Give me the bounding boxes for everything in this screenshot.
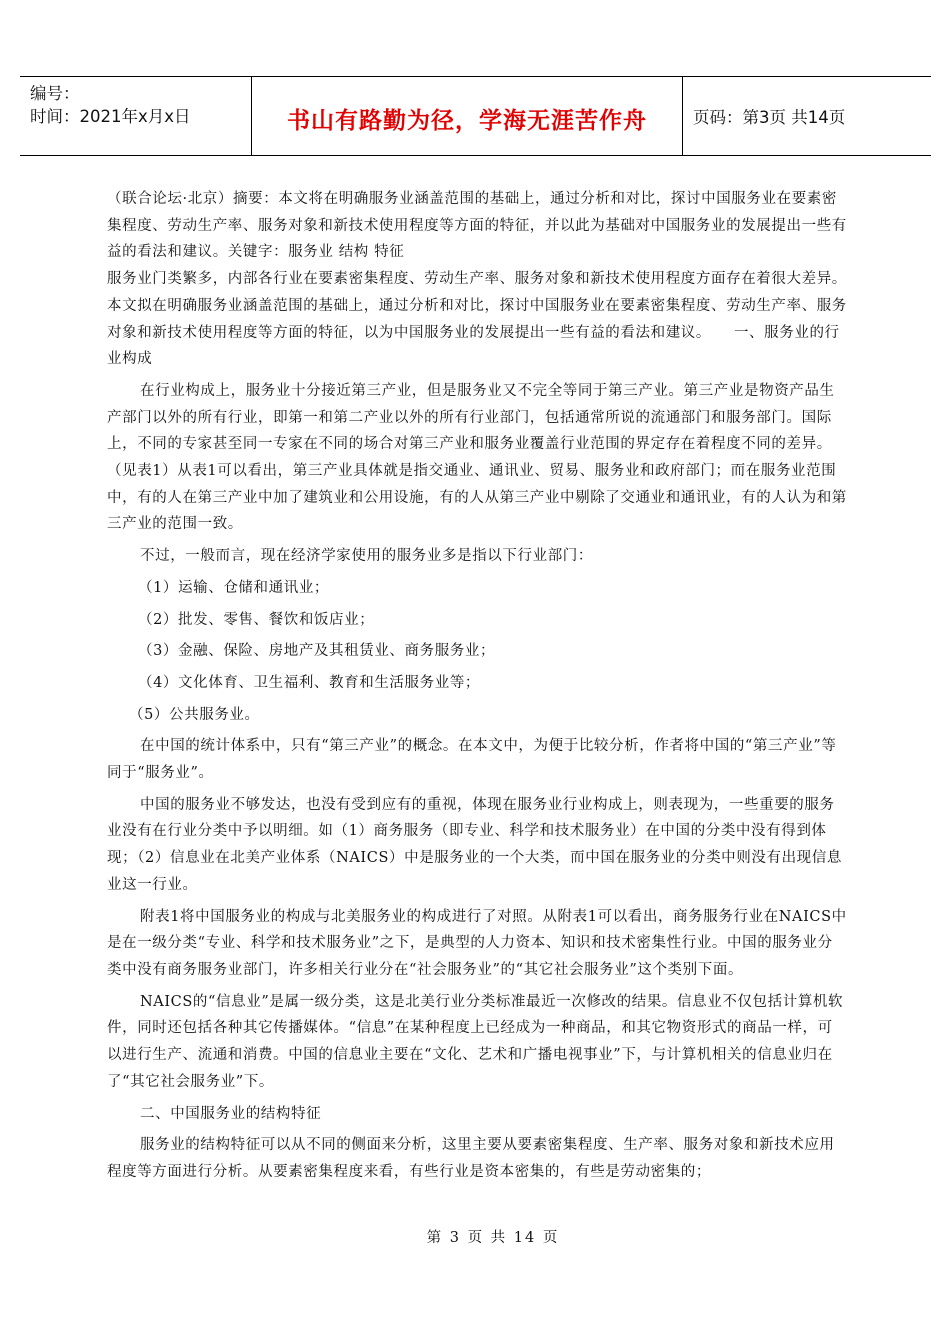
body-paragraph: 在中国的统计体系中，只有“第三产业”的概念。在本文中，为便于比较分析，作者将中国的“第三产业”等同于“服务业”。 bbox=[107, 738, 837, 782]
list-item: （4）文化体育、卫生福利、教育和生活服务业等； bbox=[138, 674, 481, 691]
header-motto-cell bbox=[252, 77, 683, 155]
list-item: （5）公共服务业。 bbox=[129, 706, 260, 723]
section-heading: 二、中国服务业的结构特征 bbox=[140, 1105, 322, 1122]
list-item: （1）运输、仓储和通讯业； bbox=[138, 579, 330, 596]
body-paragraph: 不过，一般而言，现在经济学家使用的服务业多是指以下行业部门： bbox=[140, 548, 593, 565]
header-page-cell bbox=[683, 77, 931, 155]
page-footer: 第 3 页 共 14 页 bbox=[426, 1230, 560, 1246]
header-time: 时间：2021年x月x日 bbox=[30, 107, 191, 126]
document-header bbox=[20, 76, 931, 156]
header-number: 编号： bbox=[30, 84, 80, 103]
document-body bbox=[107, 186, 847, 1186]
body-paragraph: 中国的服务业不够发达，也没有受到应有的重视，体现在服务业行业构成上，则表现为，一些重要的服务业没有在行业分类中予以明细。如（1）商务服务（即专业、科学和技术服务业）在中国的分类中没有得到体现；（2）信息业在北美产业体系（NAICS）中是服务业的一个大类，而中国在服务业的分类中则没有出现信息业这一行业。 bbox=[107, 796, 842, 893]
header-meta-cell bbox=[20, 77, 252, 155]
body-paragraph: NAICS的“信息业”是属一级分类，这是北美行业分类标准最近一次修改的结果。信息业不仅包括计算机软件，同时还包括各种其它传播媒体。“信息”在某种程度上已经成为一种商品，和其它物资形式的商品一样，可以进行生产、流通和消费。中国的信息业主要在“文化、艺术和广播电视事业”下，与计算机相关的信息业归在了“其它社会服务业”下。 bbox=[107, 993, 844, 1090]
intro-paragraph: 服务业门类繁多，内部各行业在要素密集程度、劳动生产率、服务对象和新技术使用程度方面存在着很大差异。本文拟在明确服务业涵盖范围的基础上，通过分析和对比，探讨中国服务业在要素密集程度、劳动生产率、服务对象和新技术使用程度等方面的特征，以为中国服务业的发展提出一些有益的看法和建议。 一、服务业的行业构成 bbox=[107, 271, 847, 368]
header-motto: 书山有路勤为径，学海无涯苦作舟 bbox=[287, 107, 647, 134]
list-item: （2）批发、零售、餐饮和饭店业； bbox=[138, 611, 375, 628]
body-paragraph: 服务业的结构特征可以从不同的侧面来分析，这里主要从要素密集程度、生产率、服务对象和新技术应用程度等方面进行分析。从要素密集程度来看，有些行业是资本密集的，有些是劳动密集的； bbox=[107, 1137, 835, 1180]
abstract-paragraph: （联合论坛·北京）摘要：本文将在明确服务业涵盖范围的基础上，通过分析和对比，探讨中国服务业在要素密集程度、劳动生产率、服务对象和新技术使用程度等方面的特征，并以此为基础对中国服务业的发展提出一些有益的看法和建议。关键字：服务业 结构 特征 bbox=[107, 191, 847, 261]
body-paragraph: 在行业构成上，服务业十分接近第三产业，但是服务业又不完全等同于第三产业。第三产业是物资产品生产部门以外的所有行业，即第一和第二产业以外的所有行业部门，包括通常所说的流通部门和服务部门。国际上，不同的专家甚至同一专家在不同的场合对第三产业和服务业覆盖行业范围的界定存在着程度不同的差异。（见表1）从表1可以看出，第三产业具体就是指交通业、通讯业、贸易、服务业和政府部门；而在服务业范围中，有的人在第三产业中加了建筑业和公用设施，有的人从第三产业中剔除了交通业和通讯业，有的人认为和第三产业的范围一致。 bbox=[107, 382, 847, 533]
header-page-info: 页码：第3页 共14页 bbox=[693, 108, 846, 127]
body-paragraph: 附表1将中国服务业的构成与北美服务业的构成进行了对照。从附表1可以看出，商务服务行业在NAICS中是在一级分类“专业、科学和技术服务业”之下，是典型的人力资本、知识和技术密集性行业。中国的服务业分类中没有商务服务业部门，许多相关行业分在“社会服务业”的“其它社会服务业”这个类别下面。 bbox=[107, 908, 847, 978]
list-item: （3）金融、保险、房地产及其租赁业、商务服务业； bbox=[138, 643, 496, 660]
